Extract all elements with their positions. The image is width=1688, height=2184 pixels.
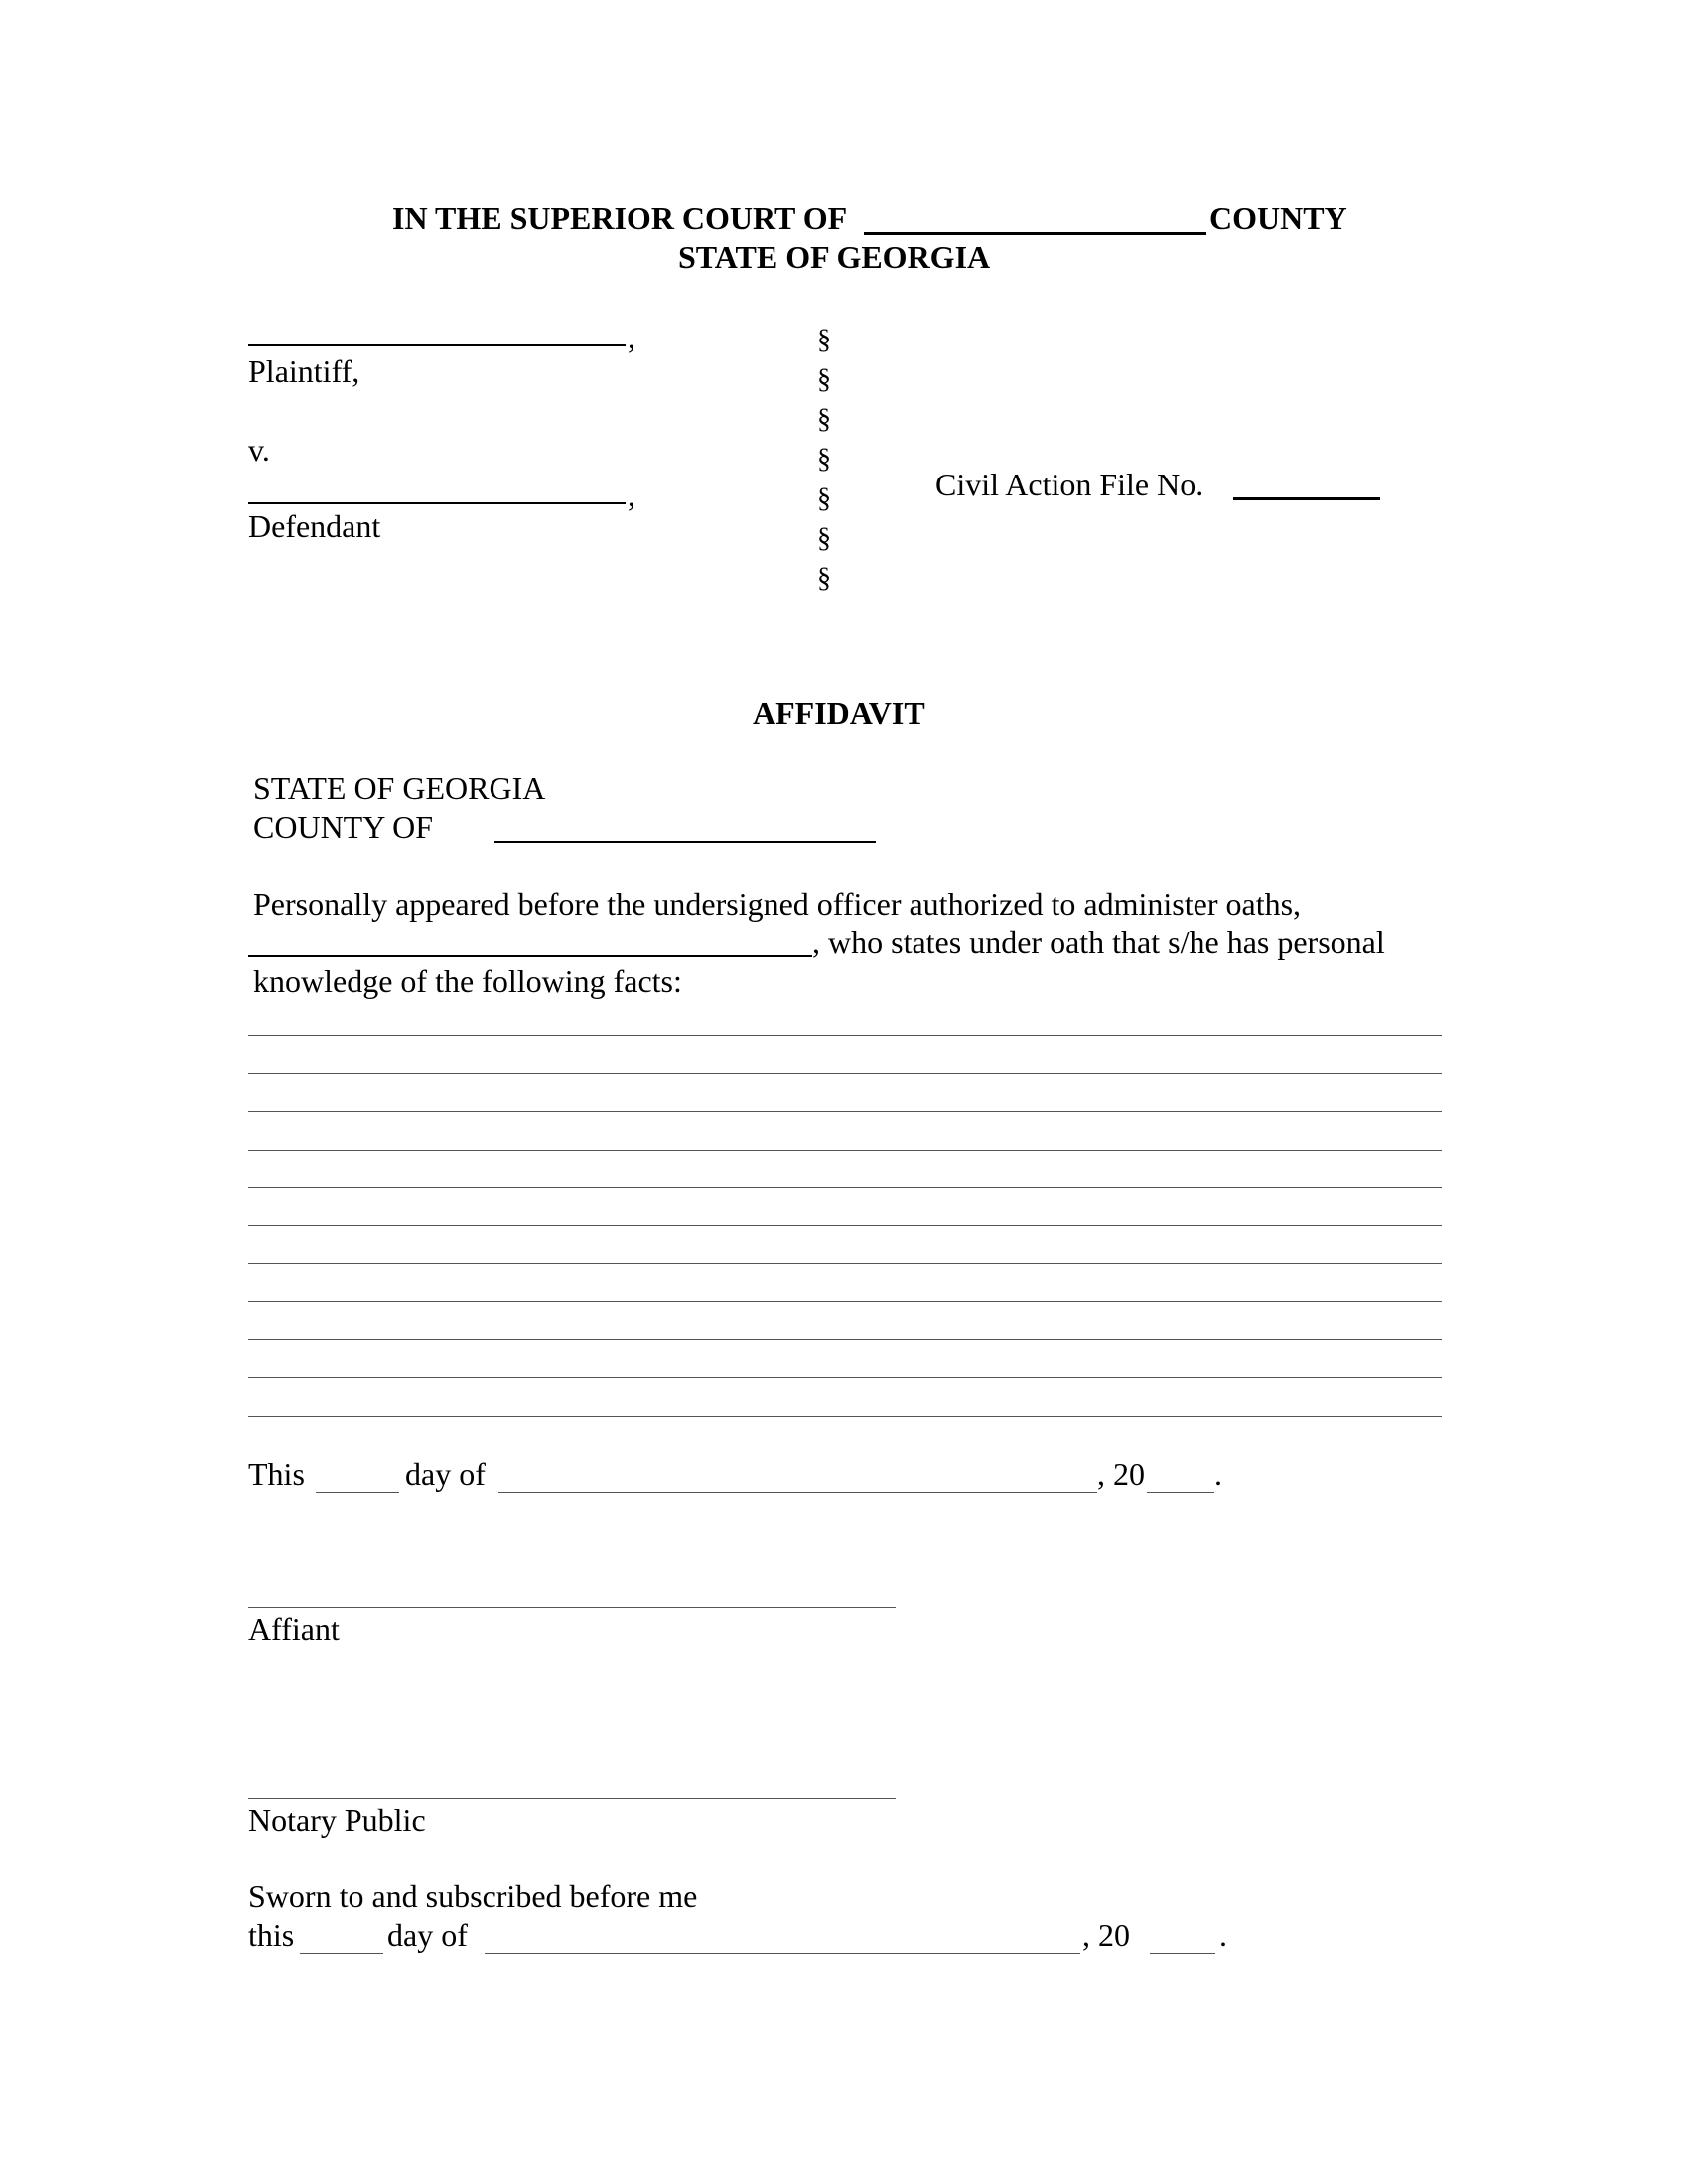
facts-line[interactable] — [248, 1377, 1442, 1378]
sworn-month-blank[interactable] — [485, 1953, 1080, 1954]
versus-label: v. — [248, 432, 270, 468]
defendant-label: Defendant — [248, 508, 381, 544]
date-this-label: This — [248, 1456, 305, 1492]
sworn-day-blank[interactable] — [300, 1953, 383, 1954]
affiant-label: Affiant — [248, 1611, 340, 1647]
sworn-day-of-label: day of — [387, 1917, 468, 1953]
date-end: . — [1214, 1456, 1222, 1492]
facts-line[interactable] — [248, 1339, 1442, 1340]
county-name-blank[interactable] — [864, 232, 1206, 235]
facts-line[interactable] — [248, 1035, 1442, 1036]
intro-line-1: Personally appeared before the undersigned officer authorized to administer oaths, — [253, 887, 1302, 922]
section-mark: § — [817, 364, 831, 395]
section-mark: § — [817, 483, 831, 514]
sworn-year-prefix: , 20 — [1082, 1917, 1130, 1953]
venue-county-blank[interactable] — [494, 841, 876, 843]
intro-line-3: knowledge of the following facts: — [253, 963, 682, 999]
defendant-comma: , — [628, 478, 635, 513]
intro-line-2: , who states under oath that s/he has personal — [812, 924, 1385, 960]
facts-line[interactable] — [248, 1263, 1442, 1264]
venue-county-label: COUNTY OF — [253, 809, 434, 845]
affiant-signature-line[interactable] — [248, 1607, 896, 1608]
plaintiff-label: Plaintiff, — [248, 353, 360, 389]
sworn-this-label: this — [248, 1917, 295, 1953]
venue-state-label: STATE OF GEORGIA — [253, 770, 546, 806]
court-title-suffix: COUNTY — [1209, 201, 1347, 236]
date-year-blank[interactable] — [1147, 1492, 1214, 1493]
affiant-name-blank[interactable] — [248, 955, 812, 957]
sworn-year-blank[interactable] — [1150, 1953, 1215, 1954]
notary-signature-line[interactable] — [248, 1798, 896, 1799]
court-title-prefix: IN THE SUPERIOR COURT OF — [392, 201, 848, 236]
facts-line[interactable] — [248, 1416, 1442, 1417]
facts-line[interactable] — [248, 1301, 1442, 1302]
sworn-line-1: Sworn to and subscribed before me — [248, 1878, 698, 1914]
facts-line[interactable] — [248, 1150, 1442, 1151]
defendant-name-blank[interactable] — [248, 502, 626, 504]
date-year-prefix: , 20 — [1097, 1456, 1145, 1492]
court-state-line: STATE OF GEORGIA — [678, 239, 991, 275]
date-month-blank[interactable] — [498, 1492, 1097, 1493]
affidavit-title: AFFIDAVIT — [753, 695, 925, 731]
facts-line[interactable] — [248, 1225, 1442, 1226]
plaintiff-comma: , — [628, 320, 635, 355]
notary-label: Notary Public — [248, 1802, 426, 1838]
civil-action-label: Civil Action File No. — [935, 467, 1204, 502]
section-mark: § — [817, 325, 831, 355]
section-mark: § — [817, 444, 831, 475]
section-mark: § — [817, 563, 831, 594]
date-day-of-label: day of — [405, 1456, 486, 1492]
plaintiff-name-blank[interactable] — [248, 344, 626, 346]
sworn-end: . — [1219, 1917, 1227, 1953]
facts-line[interactable] — [248, 1111, 1442, 1112]
section-mark: § — [817, 523, 831, 554]
section-mark: § — [817, 404, 831, 435]
civil-action-number-blank[interactable] — [1233, 497, 1380, 500]
date-day-blank[interactable] — [316, 1492, 399, 1493]
facts-line[interactable] — [248, 1073, 1442, 1074]
facts-line[interactable] — [248, 1187, 1442, 1188]
